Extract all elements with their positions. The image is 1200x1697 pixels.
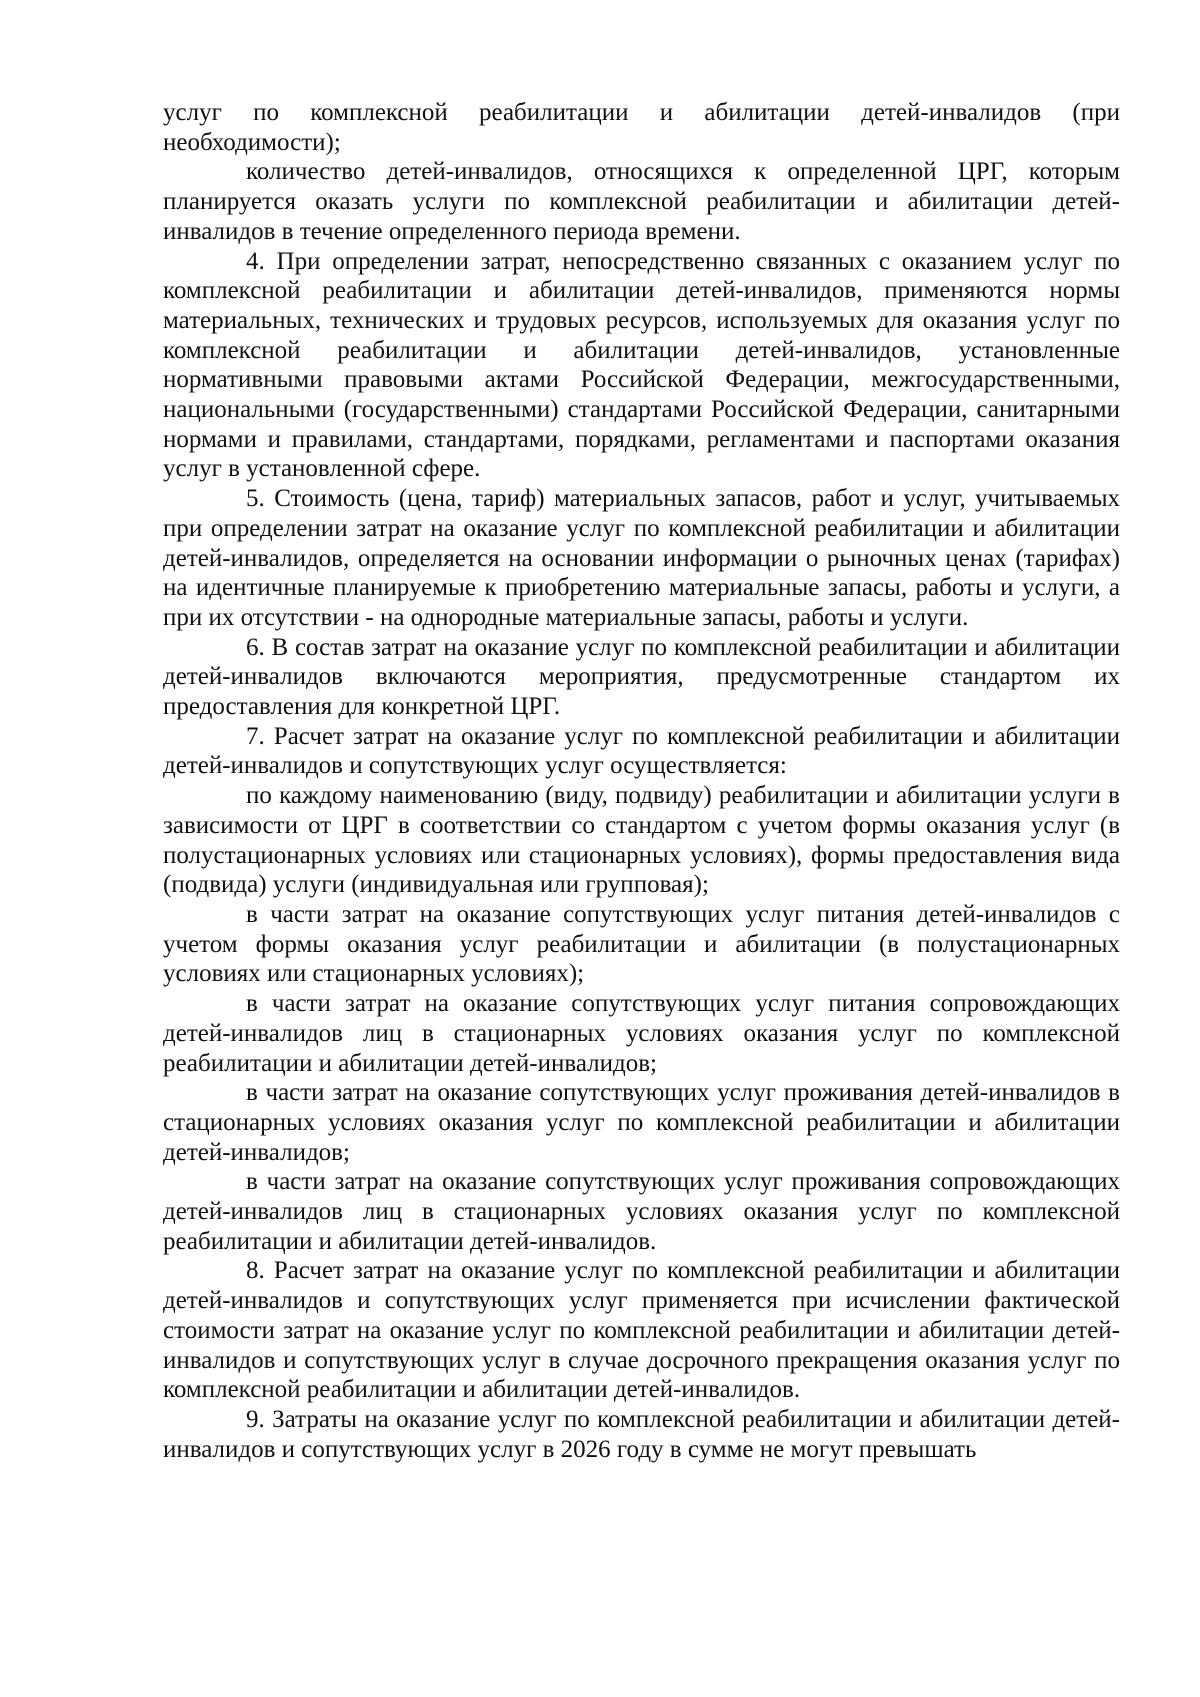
paragraph-item-5: 5. Стоимость (цена, тариф) материальных запасов, работ и услуг, учитываемых при определении затрат на оказание услуг по комплексной реабилитации и абилитации детей-инвалидов, определяется на основании информации о рыночных ценах (тарифах) на идентичные планируемые к приобретению материальные запасы, работы и услуги, а при их отсутствии - на однородные материальные запасы, работы и услуги. (163, 485, 1120, 631)
paragraph-item-7-sub-5: в части затрат на оказание сопутствующих услуг проживания сопровождающих детей-инвалидов лиц в стационарных условиях оказания услуг по комплексной реабилитации и абилитации детей-инвалидов. (163, 1168, 1120, 1255)
paragraph-item-8: 8. Расчет затрат на оказание услуг по комплексной реабилитации и абилитации детей-инвалидов и сопутствующих услуг применяется при исчислении фактической стоимости затрат на оказание услуг по комплексной реабилитации и абилитации детей-инвалидов и сопутствующих услуг в случае досрочного прекращения оказания услуг по комплексной реабилитации и абилитации детей-инвалидов. (163, 1257, 1120, 1404)
paragraph-continuation: услуг по комплексной реабилитации и абилитации детей-инвалидов (при необходимости); (163, 99, 1120, 156)
paragraph-item-7-sub-3: в части затрат на оказание сопутствующих услуг питания сопровождающих детей-инвалидов лиц в стационарных условиях оказания услуг по комплексной реабилитации и абилитации детей-инвалидов; (163, 990, 1120, 1077)
paragraph-item-7-sub-1: по каждому наименованию (виду, подвиду) реабилитации и абилитации услуги в зависимости от ЦРГ в соответствии со стандартом с учетом формы оказания услуг (в полустационарных условиях или стационарных условиях), формы предоставления вида (подвида) услуги (индивидуальная или групповая); (163, 782, 1120, 899)
paragraph-item-9: 9. Затраты на оказание услуг по комплексной реабилитации и абилитации детей-инвалидов и сопутствующих услуг в 2026 году в сумме не могут превышать (163, 1405, 1120, 1463)
paragraph-item-6: 6. В состав затрат на оказание услуг по комплексной реабилитации и абилитации детей-инвалидов включаются мероприятия, предусмотренные стандартом их предоставления для конкретной ЦРГ. (163, 633, 1120, 721)
paragraph-item-7-sub-2: в части затрат на оказание сопутствующих услуг питания детей-инвалидов с учетом формы оказания услуг реабилитации и абилитации (в полустационарных условиях или стационарных условиях); (163, 900, 1120, 988)
paragraph-item-4: 4. При определении затрат, непосредственно связанных с оказанием услуг по комплексной реабилитации и абилитации детей-инвалидов, применяются нормы материальных, технических и трудовых ресурсов, используемых для оказания услуг по комплексной реабилитации и абилитации детей-инвалидов, установленные нормативными правовыми актами Российской Федерации, межгосударственными, национальными (государственными) стандартами Российской Федерации, санитарными нормами и правилами, стандартами, порядками, регламентами и паспортами оказания услуг в установленной сфере. (163, 247, 1120, 483)
document-page (163, 98, 1120, 1464)
paragraph-children-count: количество детей-инвалидов, относящихся к определенной ЦРГ, которым планируется оказать услуги по комплексной реабилитации и абилитации детей-инвалидов в течение определенного периода времени. (163, 158, 1120, 245)
paragraph-item-7: 7. Расчет затрат на оказание услуг по комплексной реабилитации и абилитации детей-инвалидов и сопутствующих услуг осуществляется: (163, 722, 1120, 780)
paragraph-item-7-sub-4: в части затрат на оказание сопутствующих услуг проживания детей-инвалидов в стационарных условиях оказания услуг по комплексной реабилитации и абилитации детей-инвалидов; (163, 1079, 1120, 1166)
